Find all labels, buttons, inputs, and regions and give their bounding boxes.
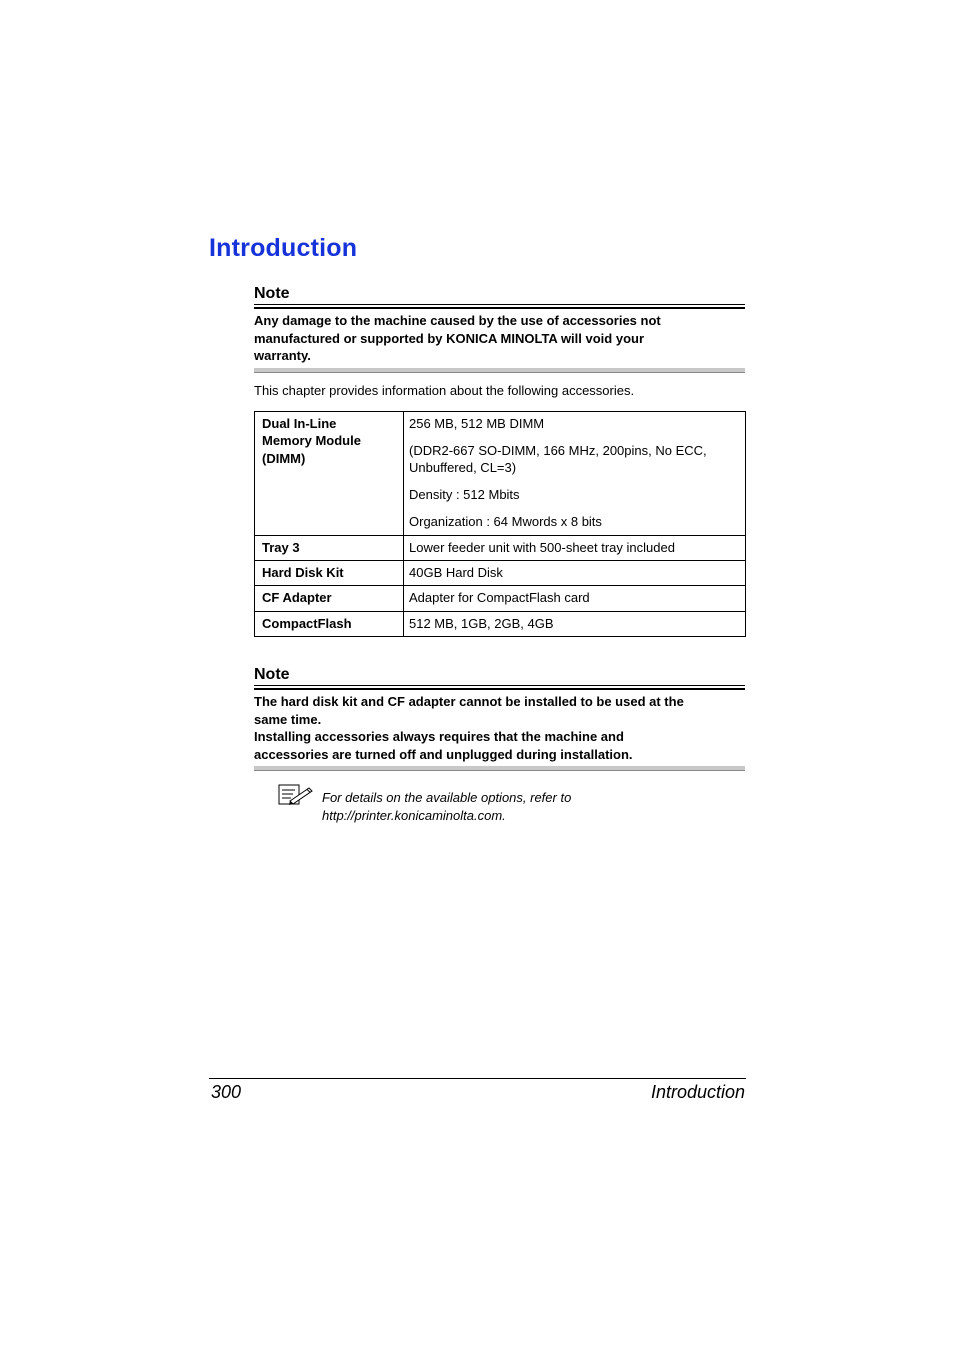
label-line: Hard Disk Kit: [262, 564, 344, 580]
note-title: Note: [254, 285, 290, 302]
value-line: Organization : 64 Mwords x 8 bits: [409, 514, 602, 530]
row-value: [404, 535, 746, 560]
value-line: 40GB Hard Disk: [409, 564, 503, 580]
table-row: [255, 611, 746, 636]
note-line: Any damage to the machine caused by the use of accessories not: [254, 313, 661, 328]
note-title: Note: [254, 666, 290, 683]
value-line: 256 MB, 512 MB DIMM: [409, 416, 545, 431]
note-pencil-icon: [278, 784, 314, 811]
note-line: same time.: [254, 711, 322, 727]
value-paragraph: [409, 513, 739, 530]
row-value: [404, 412, 746, 536]
footer-section-title: Introduction: [650, 1082, 745, 1102]
note-bottom-rule: [254, 368, 745, 373]
row-value: [404, 586, 746, 611]
tip-text: [322, 789, 742, 825]
value-line: (DDR2-667 SO-DIMM, 166 MHz, 200pins, No ECC,: [409, 442, 707, 458]
label-line: CF Adapter: [262, 590, 332, 606]
label-line: (DIMM): [262, 450, 306, 466]
value-line: 512 MB, 1GB, 2GB, 4GB: [409, 615, 554, 631]
row-label: [255, 560, 404, 585]
row-label: [255, 535, 404, 560]
note-body: [254, 690, 745, 766]
value-line: Lower feeder unit with 500-sheet tray included: [409, 539, 675, 555]
tip-line: http://printer.konicaminolta.com.: [322, 808, 506, 823]
row-label: [255, 611, 404, 636]
value-paragraph: [409, 442, 739, 477]
value-line: Unbuffered, CL=3): [409, 460, 517, 476]
value-line: Density : 512 Mbits: [409, 487, 520, 503]
label-line: CompactFlash: [262, 615, 352, 631]
note-body: [254, 309, 745, 368]
note-box-warranty: [254, 284, 745, 373]
label-line: Tray 3: [262, 539, 300, 555]
table-row: [255, 535, 746, 560]
table-row: [255, 586, 746, 611]
label-line: Memory Module: [262, 433, 361, 449]
note-bottom-rule: [254, 766, 745, 771]
note-line: warranty.: [254, 348, 311, 364]
accessories-table: [254, 411, 746, 637]
footer-rule: [209, 1078, 746, 1079]
row-value: [404, 560, 746, 585]
intro-paragraph: This chapter provides information about the following accessories.: [254, 383, 635, 398]
value-line: Adapter for CompactFlash card: [409, 590, 590, 606]
value-paragraph: [409, 486, 739, 503]
row-value: [404, 611, 746, 636]
page-title: Introduction: [209, 234, 358, 262]
row-label: [255, 586, 404, 611]
row-label: [255, 412, 404, 536]
note-line: The hard disk kit and CF adapter cannot be installed to be used at the: [254, 694, 684, 709]
note-box-installation: [254, 665, 745, 771]
page-number: 300: [211, 1082, 242, 1102]
tip-line: For details on the available options, refer to: [322, 790, 572, 805]
note-line: Installing accessories always requires that the machine and: [254, 729, 624, 745]
table-row: [255, 560, 746, 585]
note-line: accessories are turned off and unplugged during installation.: [254, 746, 633, 762]
note-line: manufactured or supported by KONICA MINOLTA will void your: [254, 330, 645, 346]
table-row: [255, 412, 746, 536]
label-line: Dual In-Line: [262, 416, 337, 431]
value-paragraph: [409, 415, 739, 432]
